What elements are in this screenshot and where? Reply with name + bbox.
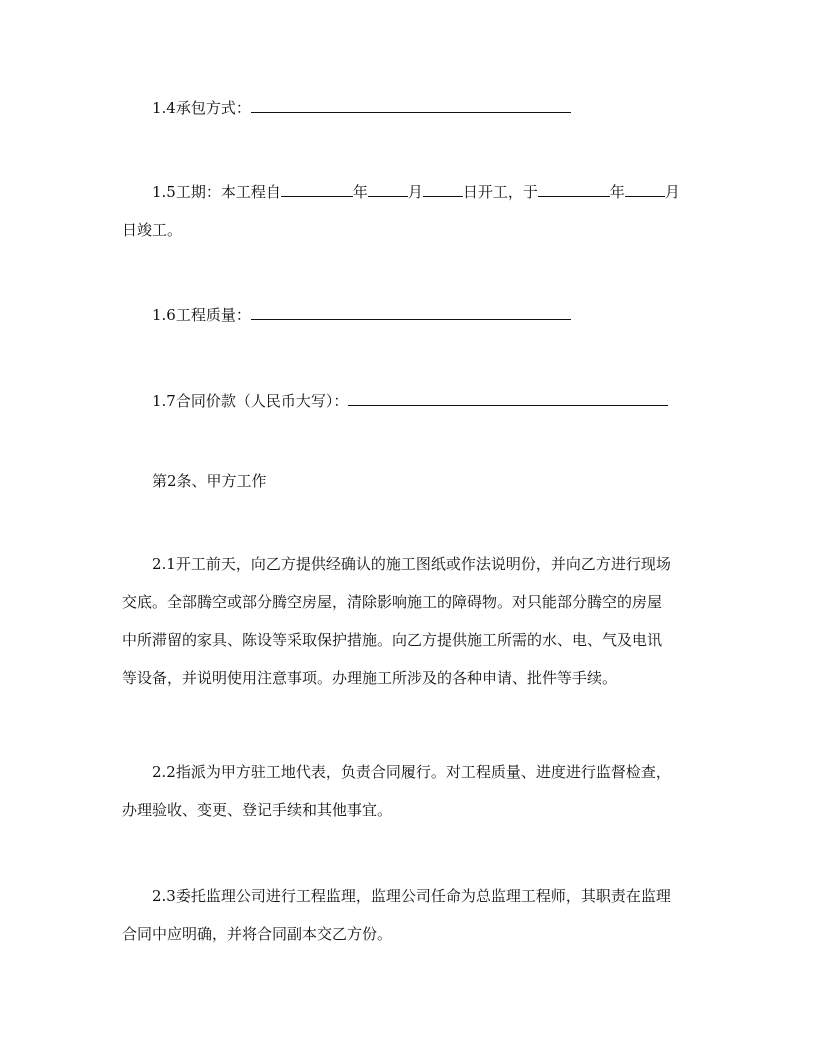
end-year-blank[interactable] [538,182,610,197]
clause-1-5-text-1: 1.5工期：本工程自 [152,183,281,201]
clause-1-4-label: 1.4承包方式： [152,99,251,117]
clause-1-7 [122,389,702,413]
contract-mode-blank[interactable] [251,98,571,113]
quality-blank[interactable] [251,305,571,320]
clause-2-1-line: 交底。全部腾空或部分腾空房屋，清除影响施工的障碍物。对只能部分腾空的房屋 [122,593,663,611]
start-day-blank[interactable] [423,182,463,197]
clause-1-5-text-4: 日开工，于 [462,183,538,201]
clause-2-2 [122,760,702,822]
clause-1-4 [122,96,702,120]
clause-2-3-line: 合同中应明确，并将合同副本交乙方份。 [122,925,393,943]
clause-2-3 [122,884,702,946]
clause-2-2-line: 2.2指派为甲方驻工地代表，负责合同履行。对工程质量、进度进行监督检查， [152,763,671,781]
clause-2-3-line: 2.3委托监理公司进行工程监理，监理公司任命为总监理工程师，其职责在监理 [152,887,671,905]
end-month-blank[interactable] [625,182,665,197]
start-month-blank[interactable] [368,182,408,197]
clause-1-6 [122,303,702,327]
contract-price-blank[interactable] [348,391,668,406]
clause-1-5-text-6: 月 [664,183,680,201]
clause-2-1-line: 等设备，并说明使用注意事项。办理施工所涉及的各种申请、批件等手续。 [122,669,618,687]
clause-1-5-text-5: 年 [609,183,625,201]
clause-2-1 [122,552,702,690]
clause-1-7-label: 1.7合同价款（人民币大写）： [152,392,349,410]
article-2-title: 第2条、甲方工作 [152,472,267,490]
start-year-blank[interactable] [281,182,353,197]
clause-1-5-text-2: 年 [352,183,368,201]
clause-2-1-line: 2.1开工前天，向乙方提供经确认的施工图纸或作法说明份，并向乙方进行现场 [152,555,671,573]
article-2-heading [122,469,702,493]
clause-1-6-label: 1.6工程质量： [152,306,251,324]
clause-1-5-line-2: 日竣工。 [122,221,183,239]
clause-2-2-line: 办理验收、变更、登记手续和其他事宜。 [122,801,393,819]
clause-1-5-text-3: 月 [407,183,423,201]
clause-2-1-line: 中所滞留的家具、陈设等采取保护措施。向乙方提供施工所需的水、电、气及电讯 [122,631,663,649]
clause-1-5 [122,180,702,242]
